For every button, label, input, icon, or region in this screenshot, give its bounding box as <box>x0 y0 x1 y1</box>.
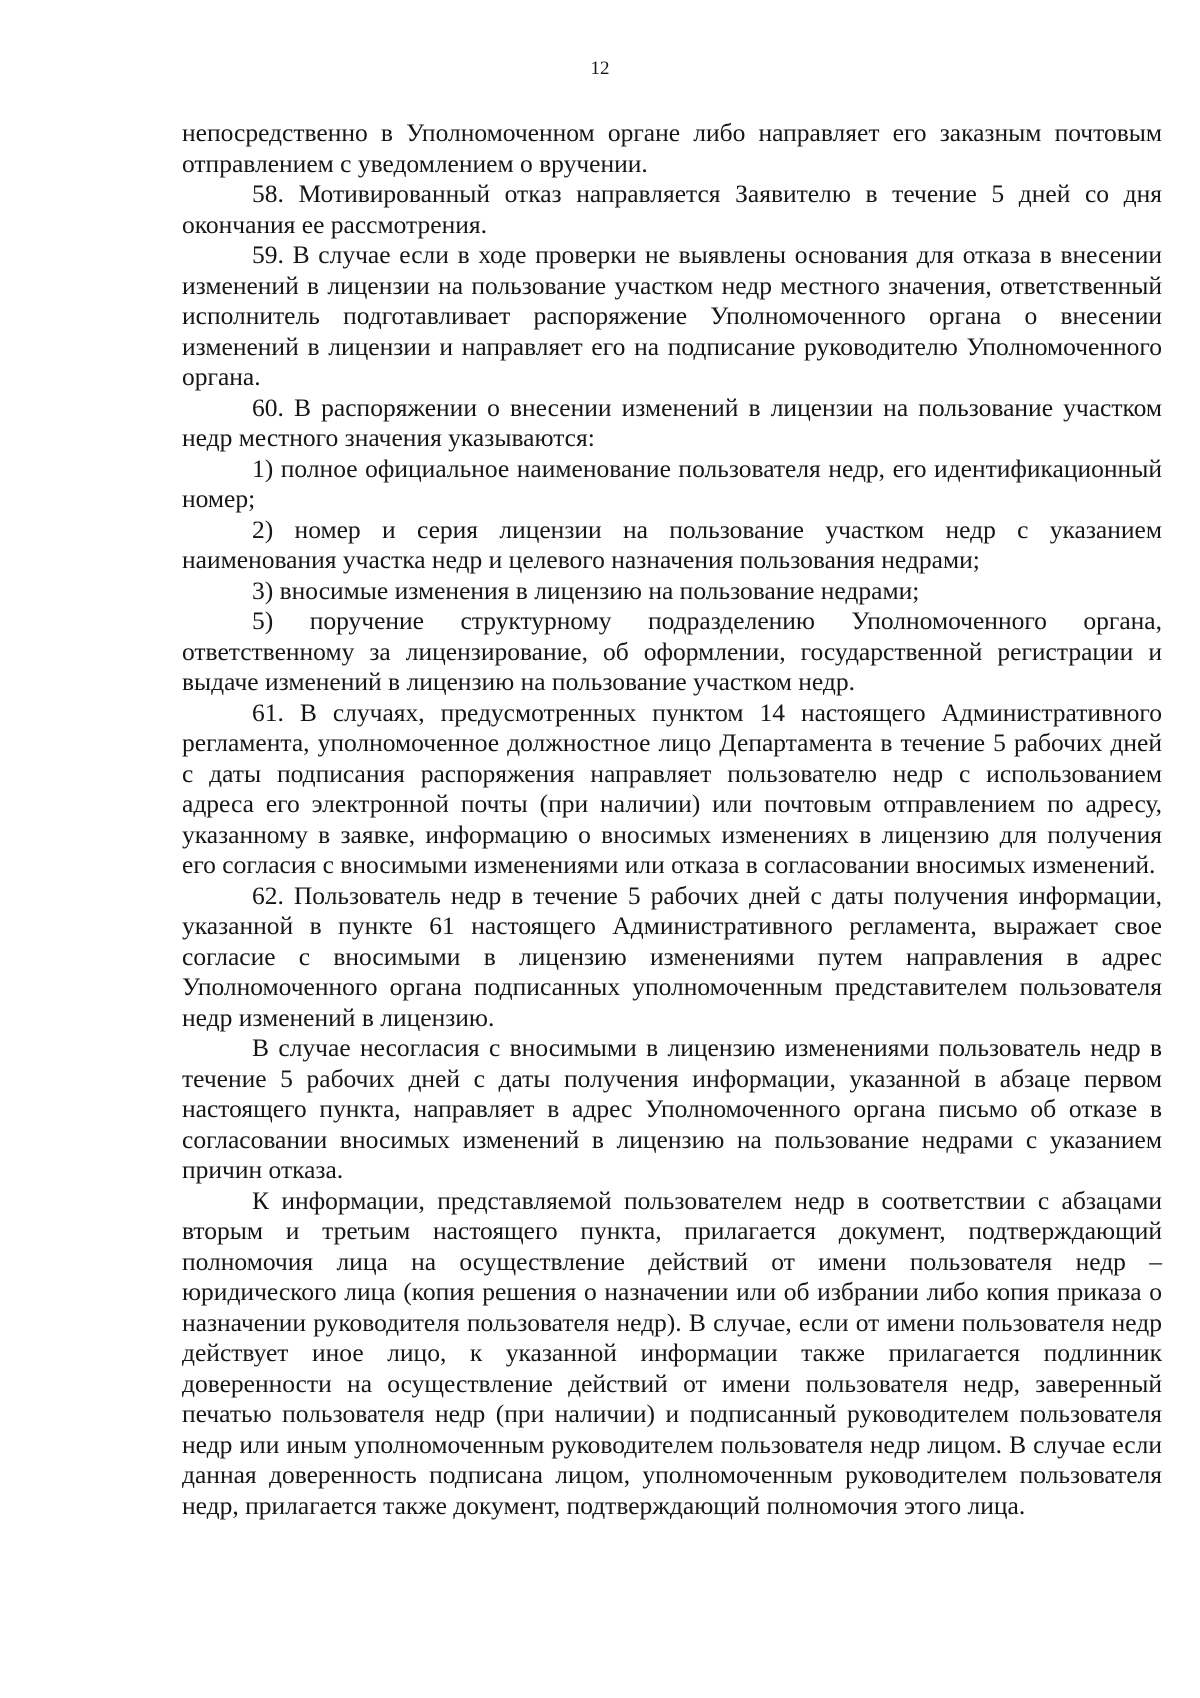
paragraph-attachments: К информации, представляемой пользователем недр в соответствии с абзацами вторым и третьим настоящего пункта, прилагается документ, подтверждающий полномочия лица на осуществление действий от имени пользователя недр – юридического лица (копия решения о назначении или об избрании либо копия приказа о назначении руководителя пользователя недр). В случае, если от имени пользователя недр действует иное лицо, к указанной информации также прилагается подлинник доверенности на осуществление действий от имени пользователя недр, заверенный печатью пользователя недр (при наличии) и подписанный руководителем пользователя недр или иным уполномоченным руководителем пользователя недр лицом. В случае если данная доверенность подписана лицом, уполномоченным руководителем пользователя недр, прилагается также документ, подтверждающий полномочия этого лица. <box>182 1185 1162 1520</box>
paragraph-60: 60. В распоряжении о внесении изменений в лицензии на пользование участком недр местного значения указываются: <box>182 392 1162 452</box>
list-item-3: 3) вносимые изменения в лицензию на пользование недрами; <box>252 575 920 605</box>
list-item-2: 2) номер и серия лицензии на пользование участком недр с указанием наименования участка недр и целевого назначения пользования недрами; <box>182 514 1162 574</box>
page-number: 12 <box>590 58 610 79</box>
document-body <box>182 118 1162 1521</box>
paragraph-continuation: непосредственно в Уполномоченном органе либо направляет его заказным почтовым отправлением с уведомлением о вручении. <box>182 118 1162 178</box>
list-item-1: 1) полное официальное наименование пользователя недр, его идентификационный номер; <box>182 453 1162 513</box>
paragraph-61: 61. В случаях, предусмотренных пунктом 14 настоящего Административного регламента, уполномоченное должностное лицо Департамента в течение 5 рабочих дней с даты подписания распоряжения направляет пользователю недр с использованием адреса его электронной почты (при наличии) или почтовым отправлением по адресу, указанному в заявке, информацию о вносимых изменениях в лицензию для получения его согласия с вносимыми изменениями или отказа в согласовании вносимых изменений. <box>182 697 1162 879</box>
paragraph-59: 59. В случае если в ходе проверки не выявлены основания для отказа в внесении изменений в лицензии на пользование участком недр местного значения, ответственный исполнитель подготавливает распоряжение Уполномоченного органа о внесении изменений в лицензии и направляет его на подписание руководителю Уполномоченного органа. <box>182 240 1162 391</box>
paragraph-62: 62. Пользователь недр в течение 5 рабочих дней с даты получения информации, указанной в пункте 61 настоящего Административного регламента, выражает свое согласие с вносимыми в лицензию изменениями путем направления в адрес Уполномоченного органа подписанных уполномоченным представителем пользователя недр изменений в лицензию. <box>182 880 1162 1032</box>
list-item-5: 5) поручение структурному подразделению Уполномоченного органа, ответственному за лицензирование, об оформлении, государственной регистрации и выдаче изменений в лицензию на пользование участком недр. <box>182 606 1162 696</box>
paragraph-58: 58. Мотивированный отказ направляется Заявителю в течение 5 дней со дня окончания ее рассмотрения. <box>182 179 1162 239</box>
paragraph-disagreement: В случае несогласия с вносимыми в лицензию изменениями пользователь недр в течение 5 рабочих дней с даты получения информации, указанной в абзаце первом настоящего пункта, направляет в адрес Уполномоченного органа письмо об отказе в согласовании вносимых изменений в лицензию на пользование недрами с указанием причин отказа. <box>182 1033 1162 1184</box>
